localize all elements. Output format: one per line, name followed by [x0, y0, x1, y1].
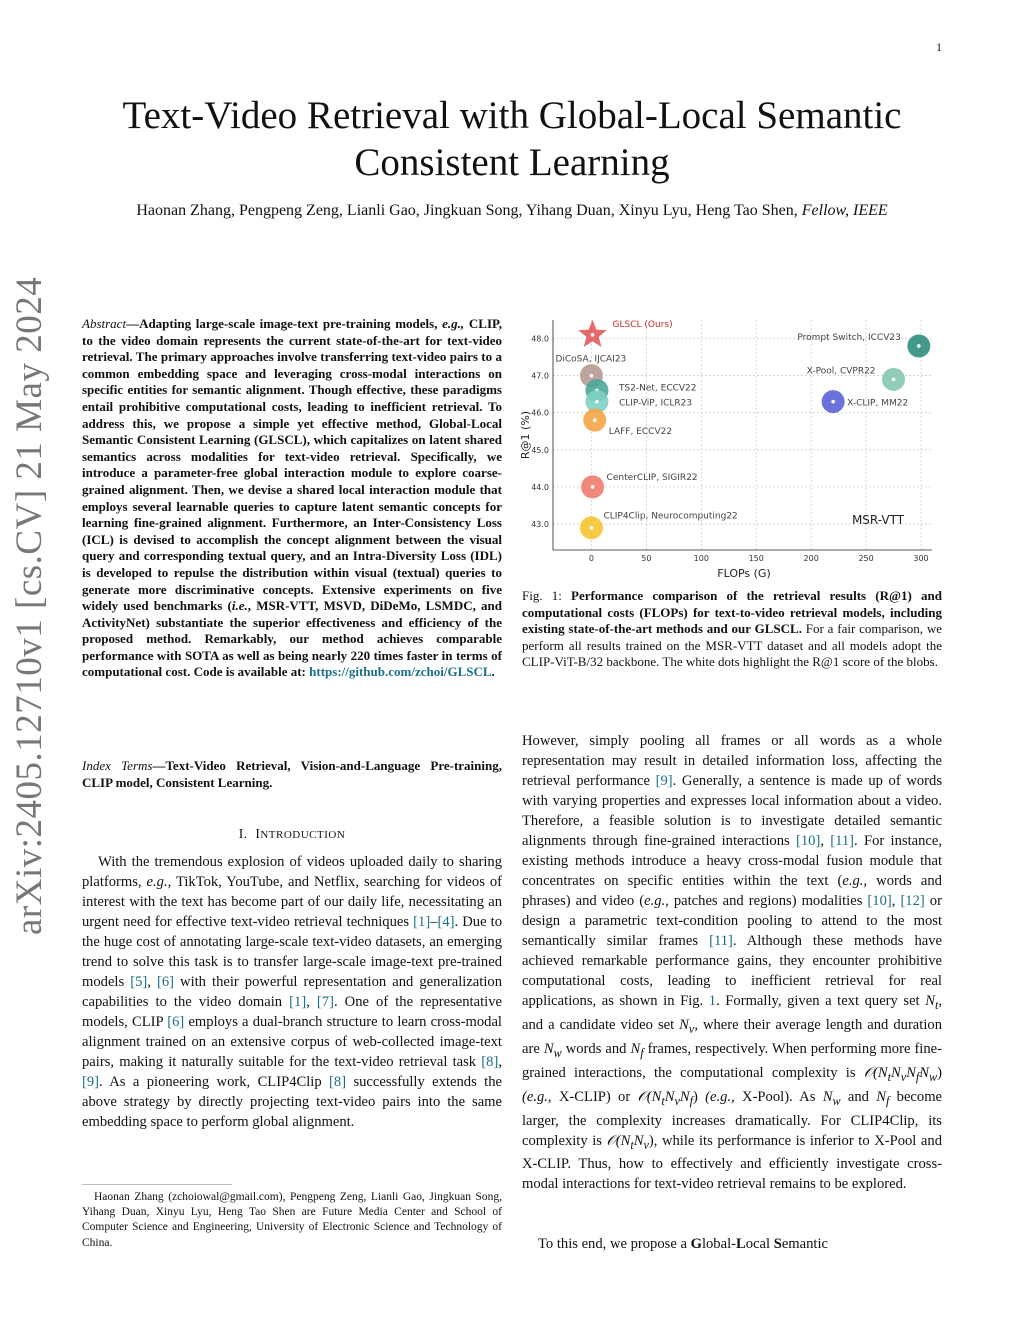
right-eg-3: (e.g.,: [522, 1088, 552, 1105]
x-tick-label: 250: [858, 554, 874, 563]
point-label: CLIP4Clip, Neurocomputing22: [603, 511, 738, 522]
y-axis-label: R@1 (%): [519, 410, 532, 460]
right-text-f: or design a parametric text-condition pooling to attend to the most semantically similar frames: [522, 893, 942, 949]
index-terms: [82, 758, 502, 791]
math-o1-n3: N: [906, 1064, 916, 1081]
right-text-g: . Although these methods have achieved remarkable performance gains, they encounter prohibitive computational costs, leading to inefficient retrieval for real applications, as shown in Fig.: [522, 933, 942, 1009]
math-o2-n2: N: [664, 1088, 675, 1105]
right-text-a: However, simply pooling all frames or all words as a whole representation may result in detailed information loss, affecting the retrieval performance: [522, 733, 942, 789]
math-o2-f: f: [689, 1093, 693, 1108]
point-label: GLSCL (Ours): [612, 319, 673, 330]
point-white-dot: [591, 485, 595, 489]
figure-caption: [522, 588, 942, 671]
abstract-text-2: CLIP, to the video domain represents the current state-of-the-art for text-video retrieval. The primary approaches involve transferring text-video pairs to a common embedding space and leveraging cross-modal interactions on specific entities for semantic alignment. Though effective, these paradigms entail prohibitive computational costs, leading to inefficient retrieval. To address this, we propose a simple yet effective method, Global-Local Semantic Consistent Learning (GLSCL), which capitalizes on latent shared semantics across modalities for text-video retrieval. Specifically, we introduce a parameter-free global interaction module to explore coarse-grained alignment. Then, we devise a shared local interaction module that employs several learnable queries to capture latent semantic concepts for learning fine-grained alignment. Furthermore, an Inter-Consistency Loss (ICL) is devised to accomplish the concept alignment between the visual query and corresponding textual query, and an Intra-Diversity Loss (IDL) is developed to repulse the distribution within visual (textual) queries to generate more discriminative concepts. Extensive experiments on five widely used benchmarks (: [82, 316, 503, 614]
intro-text-a: With the tremendous explosion of videos uploaded daily to sharing platforms,: [82, 854, 502, 890]
point-white-dot: [590, 374, 594, 378]
authors-names: Haonan Zhang, Pengpeng Zeng, Lianli Gao, Jingkuan Song, Yihang Duan, Xinyu Lyu, Heng Tao Shen,: [136, 202, 798, 219]
section-numeral: I.: [238, 826, 248, 841]
citation-12[interactable]: [12]: [900, 893, 925, 909]
right-text-h: . Formally, given a text query set: [716, 993, 920, 1009]
math-o2-t: t: [661, 1093, 665, 1108]
citation-8b[interactable]: [8]: [329, 1074, 347, 1090]
math-o1-w: w: [929, 1069, 938, 1084]
x-tick-label: 300: [913, 554, 929, 563]
x-tick-label: 100: [693, 554, 709, 563]
arxiv-stamp: arXiv:2405.12710v1 [cs.CV] 21 May 2024: [9, 276, 50, 935]
math-sub-v: v: [688, 1021, 695, 1036]
right-text-c: . For instance, existing methods introduce a heavy cross-modal fusion module that concentrates on specific entities within the text (: [522, 833, 943, 889]
figure-ref[interactable]: 1: [708, 993, 717, 1009]
math-nf: N: [630, 1040, 641, 1057]
point-white-dot: [917, 344, 921, 348]
math-o3-close: ): [648, 1132, 654, 1149]
x-tick-label: 200: [803, 554, 819, 563]
right-text-m: X-CLIP) or: [558, 1088, 631, 1105]
right-text-k: words and: [565, 1040, 627, 1057]
math-o3-t: t: [630, 1137, 634, 1152]
math-o1: 𝒪(N: [863, 1064, 888, 1081]
intro-text-h: successfully extends the above strategy by directly projecting text-video pairs into the same embedding space to perform global alignment.: [82, 1074, 502, 1130]
math-o1-close: ): [937, 1064, 942, 1081]
right-eg-4: (e.g.,: [705, 1088, 735, 1105]
abstract-eg: e.g.,: [442, 316, 465, 331]
math-nw: N: [543, 1040, 554, 1057]
abstract-ie: i.e.: [231, 598, 248, 614]
math-o2-close: ): [692, 1088, 698, 1105]
y-tick-label: 48.0: [531, 334, 549, 344]
citation-9[interactable]: [9]: [82, 1074, 100, 1090]
point-label: X-Pool, CVPR22: [806, 366, 876, 377]
math-sub-f: f: [640, 1045, 644, 1060]
x-tick-label: 0: [588, 554, 594, 563]
citation-6b[interactable]: [6]: [167, 1014, 185, 1030]
right-eg-2: e.g.,: [644, 893, 669, 909]
page-number: 1: [936, 40, 942, 54]
citation-10b[interactable]: [10]: [867, 893, 892, 909]
abstract-text-3: , MSR-VTT, MSVD, DiDeMo, LSMDC, and ActivityNet) substantiate the superior effectiveness and efficiency of the proposed method. Remarkably, our method achieves comparable performance with SOTA as well as being nearly 220 times faster in terms of computational cost. Code is available at:: [82, 598, 502, 680]
caption-label: Fig. 1:: [522, 588, 562, 603]
right-comma: ,: [820, 833, 824, 849]
point-white-dot: [591, 333, 595, 337]
footnote-rule: [82, 1184, 232, 1185]
right-comma-2: ,: [891, 893, 896, 909]
caption-normal: For a fair comparison, we perform all results trained on the MSR-VTT dataset and all models adopt the CLIP-ViT-B/32 backbone. The white dots highlight the R@1 score of the blobs.: [522, 621, 942, 670]
intro-comma: ,: [147, 974, 151, 990]
point-label: DiCoSA, IJCAI23: [555, 354, 627, 365]
intro-comma-2: ,: [306, 994, 310, 1010]
math-nv: N: [679, 1016, 689, 1033]
point-white-dot: [590, 526, 594, 530]
section-title-first: I: [255, 826, 261, 841]
intro-dash: –: [430, 914, 438, 930]
intro-text-e: . One of the representative models, CLIP: [82, 994, 502, 1030]
math-sub-t: t: [934, 997, 939, 1012]
point-white-dot: [831, 400, 835, 404]
right-paragraph: [522, 731, 942, 1194]
y-tick-label: 45.0: [531, 445, 549, 455]
authors-affiliation: Fellow, IEEE: [801, 202, 888, 219]
last-line-emantic: emantic: [781, 1236, 829, 1252]
point-white-dot: [595, 400, 599, 404]
citation-11b[interactable]: [11]: [709, 933, 733, 949]
citation-1b[interactable]: [1]: [289, 994, 307, 1010]
math-o1-t: t: [887, 1069, 892, 1084]
citation-8[interactable]: [8]: [481, 1054, 499, 1070]
index-terms-label: Index Terms: [82, 758, 153, 773]
y-tick-label: 44.0: [531, 482, 549, 492]
author-list: [130, 199, 894, 222]
chart-title: MSR-VTT: [851, 513, 905, 527]
y-tick-label: 46.0: [531, 408, 549, 418]
point-label: X-CLIP, MM22: [847, 398, 909, 409]
citation-9b[interactable]: [9]: [655, 773, 673, 789]
x-tick-label: 150: [748, 554, 764, 563]
intro-paragraph: [82, 852, 502, 1132]
intro-text-d: with their powerful representation and generalization capabilities to the video domain: [82, 974, 502, 1010]
right-text-b: . Generally, a sentence is made up of words with varying properties and expresses local information about a video. Therefore, a feasible solution is to investigate detailed semantic alignments through fine-grained interactions: [522, 773, 942, 849]
citation-10[interactable]: [10]: [795, 833, 821, 849]
citation-11[interactable]: [11]: [830, 833, 855, 849]
point-label: Prompt Switch, ICCV23: [797, 332, 901, 343]
point-white-dot: [892, 378, 896, 382]
section-title-rest: NTRODUCTION: [260, 829, 346, 841]
intro-text-g: . As a pioneering work, CLIP4Clip: [99, 1074, 322, 1090]
right-text-d: words and phrases) and video (: [522, 873, 942, 909]
math-o1-n2: N: [891, 1064, 901, 1081]
figure-1: [516, 310, 946, 585]
last-line-lobal: lobal-: [701, 1236, 736, 1252]
math-nt: N: [925, 993, 935, 1009]
abstract-text-1: —Adapting large-scale image-text pre-training models,: [126, 316, 438, 331]
math-o2-v: v: [674, 1093, 680, 1108]
point-label: CenterCLIP, SIGIR22: [606, 472, 698, 483]
right-text-j: , where their average length and duration are: [522, 1016, 942, 1057]
footnote: Haonan Zhang (zchoiowal@gmail.com), Pengpeng Zeng, Lianli Gao, Jingkuan Song, Yihang Duan, Xinyu Lyu, Heng Tao Shen are Future Media Center and School of Computer Science and Engineering, University of Electronic Science and Technology of China.: [82, 1191, 502, 1249]
right-text-q: , while its performance is inferior to X-Pool and X-CLIP. Thus, how to effectively and efficiently investigate cross-modal interactions for text-video retrieval remains to be explored.: [522, 1132, 942, 1193]
caption-bold: Performance comparison of the retrieval results (R@1) and computational costs (FLOPs) for text-to-video retrieval models, including existing state-of-the-art methods and our GLSCL.: [522, 588, 942, 637]
abstract-end: .: [491, 664, 495, 680]
math-nw-2: N: [822, 1088, 833, 1105]
intro-text-c: . Due to the huge cost of annotating large-scale text-video datasets, an emerging trend to solve this task is to transfer large-scale image-text pre-trained models: [82, 914, 502, 990]
right-text-i: , and a candidate video set: [522, 993, 942, 1033]
paper-title: Text-Video Retrieval with Global-Local Semantic Consistent Learning: [122, 94, 902, 184]
right-eg-1: e.g.,: [842, 873, 868, 889]
citation-1[interactable]: [1]: [413, 914, 431, 930]
math-sub-f-2: f: [885, 1093, 890, 1108]
math-o1-n4: N: [919, 1064, 930, 1081]
last-line-s: S: [773, 1236, 782, 1252]
point-label: LAFF, ECCV22: [608, 427, 673, 438]
intro-text-f: employs a dual-branch structure to learn cross-modal alignment trained on an extensive corpus of web-collected image-text pairs, making it naturally suitable for the text-video retrieval task: [82, 1014, 502, 1070]
intro-eg: e.g.,: [146, 874, 172, 890]
code-link[interactable]: https://github.com/zchoi/GLSCL: [309, 664, 492, 680]
right-text-p: become larger, the complexity increases dramatically. For CLIP4Clip, its complexity is: [522, 1088, 943, 1149]
math-o3-v: v: [643, 1137, 649, 1152]
math-o3: 𝒪(N: [606, 1132, 631, 1149]
abstract: [82, 316, 502, 681]
math-o3-n2: N: [633, 1132, 644, 1149]
last-line-l: L: [736, 1236, 746, 1252]
math-sub-w: w: [553, 1045, 562, 1060]
point-label: TS2-Net, ECCV22: [618, 383, 697, 394]
right-last-line: [522, 1234, 942, 1254]
last-line-ocal: ocal: [745, 1236, 771, 1252]
citation-5[interactable]: [5]: [130, 974, 148, 990]
x-axis-label: FLOPs (G): [717, 567, 771, 580]
right-text-e: patches and regions) modalities: [673, 893, 863, 909]
citation-7[interactable]: [7]: [316, 994, 334, 1010]
last-line-g: G: [690, 1236, 702, 1252]
right-text-l: frames, respectively. When performing more fine-grained interactions, the computational complexity is: [522, 1040, 942, 1081]
chart-svg: [516, 310, 946, 585]
right-text-o: and: [847, 1088, 869, 1105]
intro-comma-3: ,: [498, 1054, 502, 1070]
math-o1-f: f: [915, 1069, 920, 1084]
section-heading: [82, 826, 502, 842]
citation-6[interactable]: [6]: [156, 974, 174, 990]
chart-points: [555, 320, 930, 539]
x-tick-label: 50: [641, 554, 652, 563]
math-o2: 𝒪(N: [637, 1088, 662, 1105]
citation-4[interactable]: [4]: [437, 914, 455, 930]
index-terms-text: —Text-Video Retrieval, Vision-and-Language Pre-training, CLIP model, Consistent Learning.: [82, 758, 502, 790]
math-sub-w-2: w: [832, 1093, 841, 1108]
y-tick-label: 47.0: [531, 371, 549, 381]
math-o1-v: v: [900, 1069, 907, 1084]
intro-text-b: TikTok, YouTube, and Netflix, searching for videos of interest with the text has become part of our daily life, necessitating an urgent need for effective text-video retrieval techniques: [82, 874, 502, 930]
point-label: CLIP-ViP, ICLR23: [618, 398, 693, 409]
math-o2-n3: N: [679, 1088, 690, 1105]
y-tick-label: 43.0: [531, 520, 549, 530]
math-nf-2: N: [876, 1088, 886, 1105]
point-white-dot: [593, 418, 597, 422]
right-text-n: X-Pool). As: [742, 1088, 816, 1105]
last-line-a: To this end, we propose a: [538, 1236, 687, 1252]
abstract-label: Abstract: [82, 316, 127, 331]
